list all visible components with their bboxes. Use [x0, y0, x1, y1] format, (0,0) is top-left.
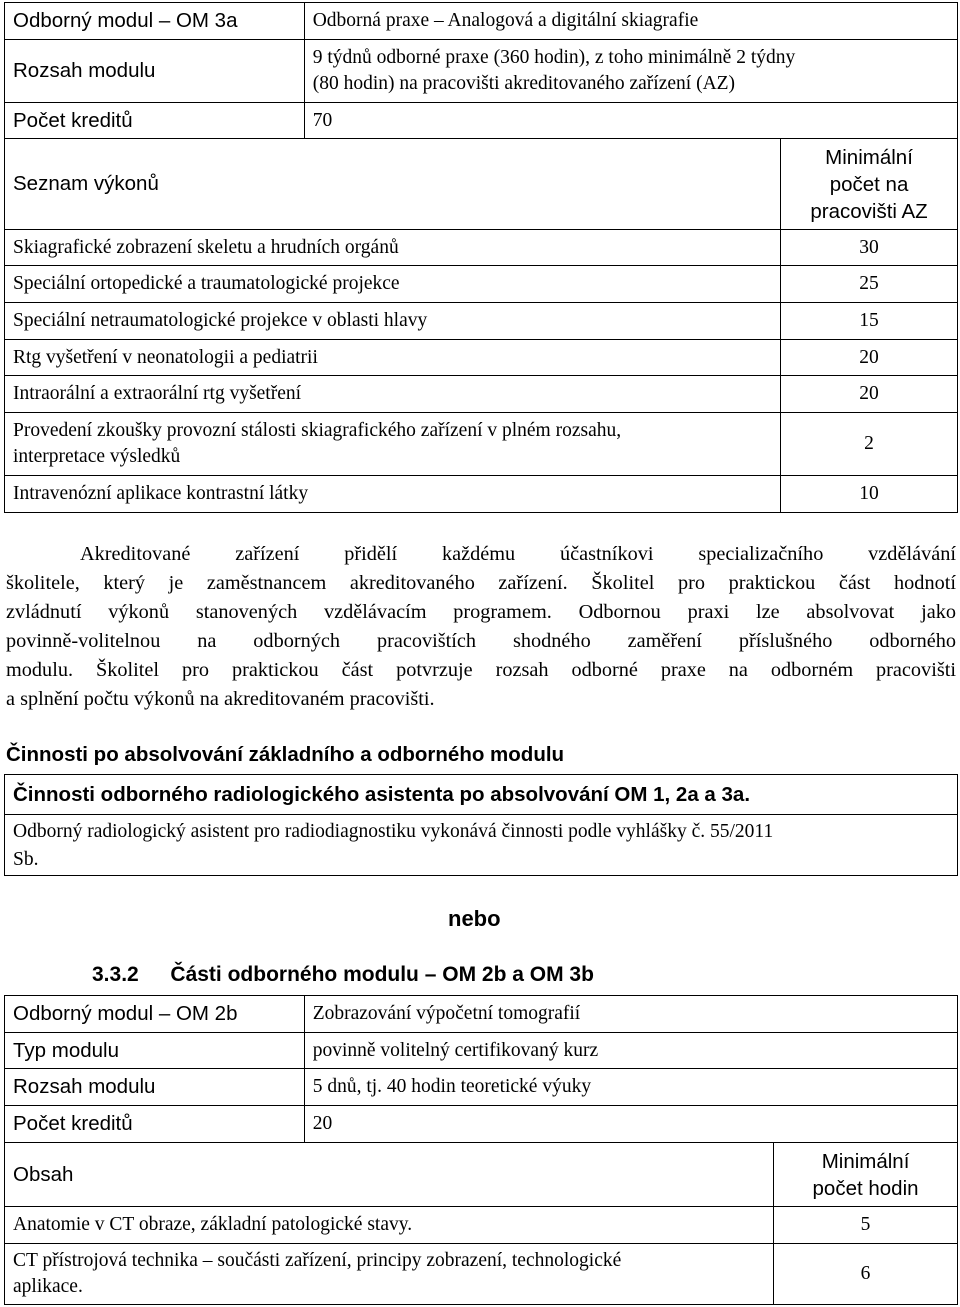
- table-row: Speciální ortopedické a traumatologické projekce 25: [5, 266, 958, 303]
- table-row: Provedení zkoušky provozní stálosti skiagrafického zařízení v plném rozsahu, interpretace výsledků 2: [5, 413, 958, 476]
- om2b-table: [4, 995, 958, 1305]
- om2b-type-label: Typ modulu: [5, 1033, 305, 1069]
- om2b-module-label: Odborný modul – OM 2b: [5, 996, 305, 1033]
- activities-box: [4, 774, 958, 876]
- table-row: Intraorální a extraorální rtg vyšetření 20: [5, 376, 958, 413]
- section-heading: [92, 963, 594, 987]
- section-title: Části odborného modulu – OM 2b a OM 3b: [170, 963, 594, 986]
- table-row: Anatomie v CT obraze, základní patologické stavy. 5: [5, 1207, 958, 1244]
- om3a-module-value: Odborná praxe – Analogová a digitální skiagrafie: [304, 3, 957, 40]
- om3a-credits-label: Počet kreditů: [5, 103, 305, 139]
- om3a-credits-value: 70: [304, 103, 957, 139]
- om2b-content-label: Obsah: [5, 1143, 774, 1207]
- table-row: Speciální netraumatologické projekce v oblasti hlavy 15: [5, 303, 958, 340]
- om2b-credits-value: 20: [304, 1106, 957, 1143]
- activities-box-text: Odborný radiologický asistent pro radiodiagnostiku vykonává činnosti podle vyhlášky č. 55/2011 Sb.: [5, 814, 957, 873]
- activities-box-heading: Činnosti odborného radiologického asistenta po absolvování OM 1, 2a a 3a.: [13, 783, 751, 806]
- om3a-scope-label: Rozsah modulu: [5, 40, 305, 103]
- om3a-list-label: Seznam výkonů: [5, 139, 781, 230]
- om2b-scope-label: Rozsah modulu: [5, 1069, 305, 1106]
- om2b-credits-label: Počet kreditů: [5, 1106, 305, 1143]
- table-row: CT přístrojová technika – součásti zařízení, principy zobrazení, technologické aplikace. 6: [5, 1244, 958, 1305]
- table-row: Rtg vyšetření v neonatologii a pediatrii 20: [5, 340, 958, 376]
- nebo-label: nebo: [448, 906, 501, 931]
- om2b-min-header: Minimální počet hodin: [774, 1143, 958, 1207]
- om3a-table: [4, 2, 958, 513]
- section-number: 3.3.2: [92, 963, 139, 986]
- om2b-module-value: Zobrazování výpočetní tomografií: [304, 996, 957, 1033]
- om3a-scope-value: 9 týdnů odborné praxe (360 hodin), z toho minimálně 2 týdny (80 hodin) na pracovišti akreditovaného zařízení (AZ): [304, 40, 957, 103]
- om2b-scope-value: 5 dnů, tj. 40 hodin teoretické výuky: [304, 1069, 957, 1106]
- om2b-type-value: povinně volitelný certifikovaný kurz: [304, 1033, 957, 1069]
- table-row: Skiagrafické zobrazení skeletu a hrudních orgánů 30: [5, 230, 958, 266]
- om3a-module-label: Odborný modul – OM 3a: [5, 3, 305, 40]
- om3a-min-header: Minimální počet na pracovišti AZ: [781, 139, 958, 230]
- activities-heading: Činnosti po absolvování základního a odborného modulu: [6, 743, 565, 766]
- table-row: Intravenózní aplikace kontrastní látky 10: [5, 476, 958, 513]
- accreditation-paragraph: Akreditované zařízení přidělí každému účastníkovi specializačního vzdělávání školitele, který je zaměstnancem akreditovaného zařízení. Školitel pro praktickou část hodnotí zvládnutí výkonů stanovených vzdělávacím programem. Odbornou praxi lze absolvovat jako povinně-volitelnou na odborných pracovištích shodného zaměření příslušného odborného modulu. Školitel pro praktickou část potvrzuje rozsah odborné praxe na odborném pracovišti a splnění počtu výkonů na akreditovaném pracovišti.: [6, 543, 956, 710]
